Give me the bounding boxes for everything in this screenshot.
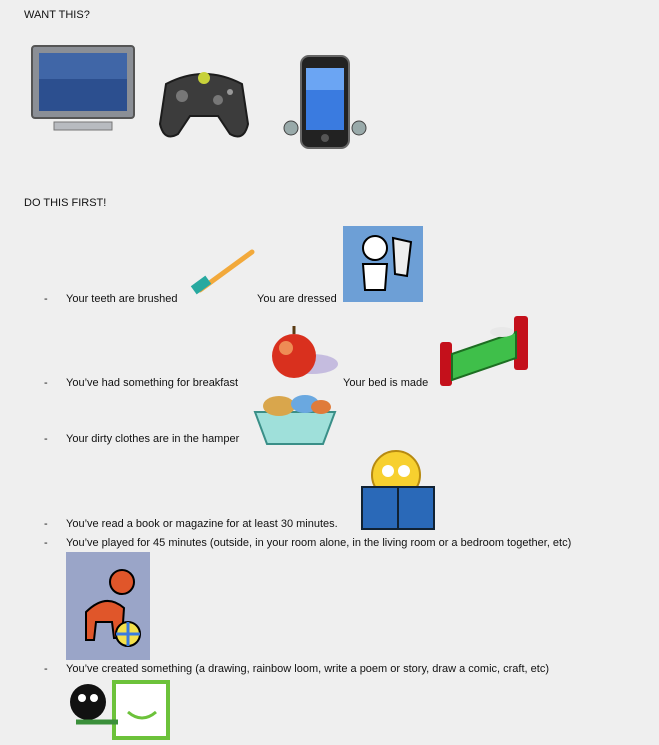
bullet-dash: -	[44, 433, 48, 445]
apple-icon	[268, 324, 340, 384]
item-played: You’ve played for 45 minutes (outside, in your room alone, in the living room or a bedroom together, etc)	[66, 537, 572, 549]
dog-ball-icon	[66, 552, 150, 660]
toothbrush-icon	[190, 246, 258, 300]
bullet-dash: -	[44, 663, 48, 675]
laundry-hamper-icon	[253, 392, 337, 446]
smartphone-icon	[281, 54, 369, 152]
getting-dressed-icon	[341, 224, 425, 304]
item-teeth-brushed: Your teeth are brushed	[66, 293, 178, 305]
item-dirty-clothes: Your dirty clothes are in the hamper	[66, 433, 240, 445]
bed-icon	[436, 312, 532, 388]
item-breakfast: You’ve had something for breakfast	[66, 377, 239, 389]
bullet-dash: -	[44, 293, 48, 305]
drawing-icon	[66, 678, 172, 742]
item-created: You’ve created something (a drawing, rainbow loom, write a poem or story, draw a comic, craft, etc)	[66, 663, 549, 675]
do-this-first-heading: DO THIS FIRST!	[24, 197, 107, 209]
tv-icon	[30, 44, 136, 134]
reading-emoji-icon	[358, 449, 442, 531]
item-dressed: You are dressed	[257, 293, 337, 305]
bullet-dash: -	[44, 377, 48, 389]
item-bed-made: Your bed is made	[343, 377, 429, 389]
item-read-book: You’ve read a book or magazine for at least 30 minutes.	[66, 518, 338, 530]
bullet-dash: -	[44, 537, 48, 549]
bullet-dash: -	[44, 518, 48, 530]
want-this-heading: WANT THIS?	[24, 9, 90, 21]
game-controller-icon	[156, 64, 252, 146]
